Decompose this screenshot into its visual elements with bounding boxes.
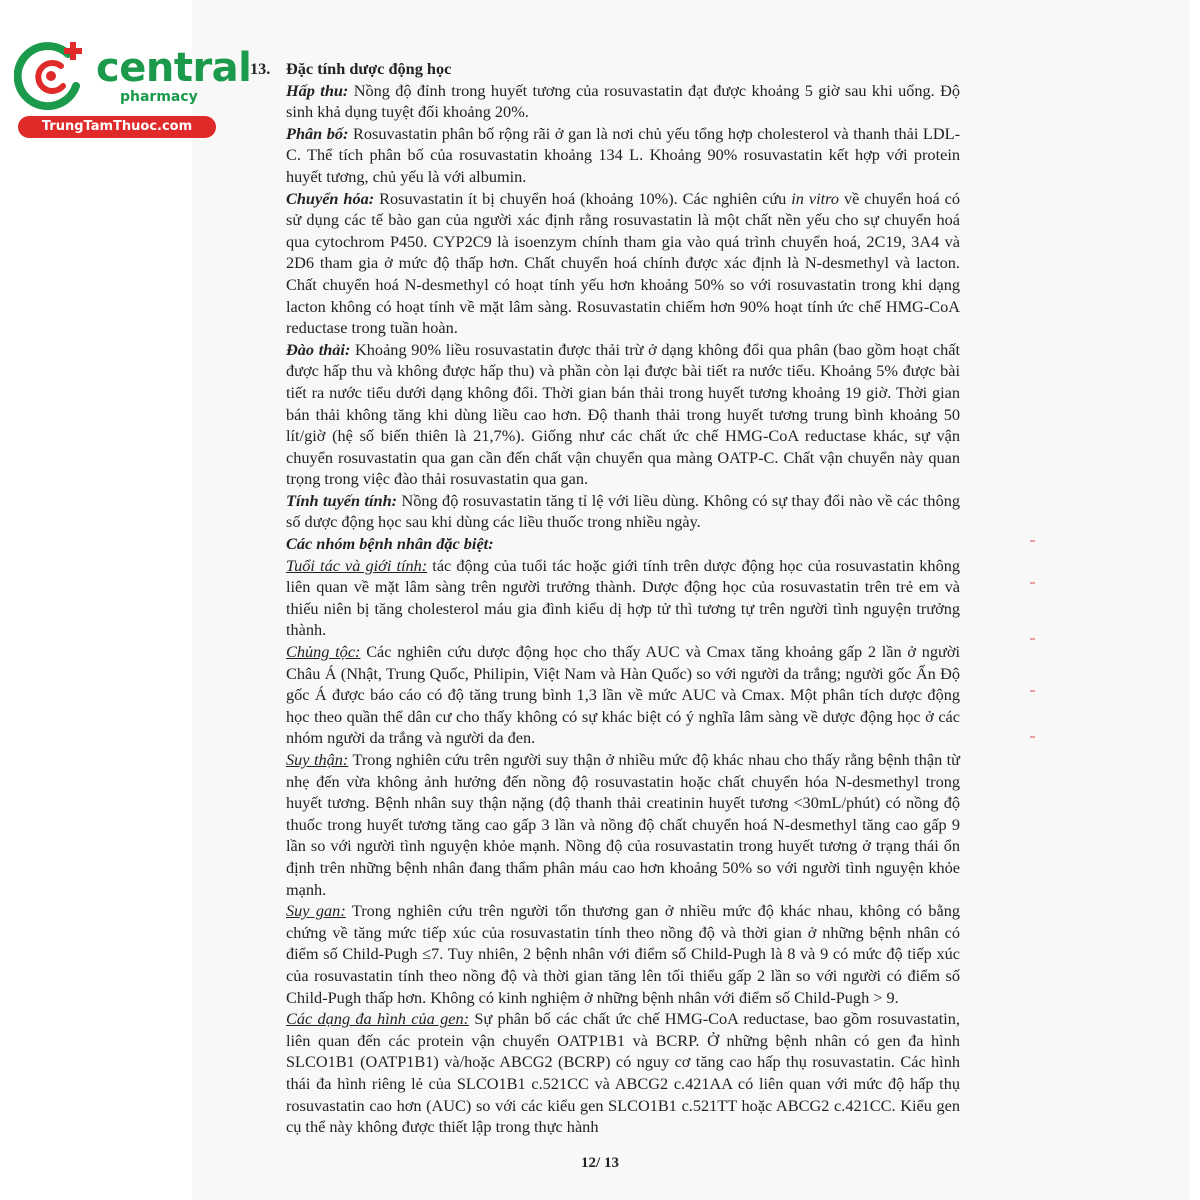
- paragraph-genetic: [250, 1008, 960, 1138]
- text-hepatic: Trong nghiên cứu trên người tổn thương gan ở nhiều mức độ khác nhau, không có bằng chứng về tăng mức tiếp xúc của rosuvastatin tính theo nồng độ và thời gian ở những bệnh nhân có điểm số Child-Pugh ≤7. Tuy nhiên, 2 bệnh nhân với điểm số Child-Pugh là 8 và 9 có mức độ tiếp xúc của rosuvastatin tính theo nồng độ và thời gian tăng lên tối thiểu gấp 2 lần so với người có điểm số Child-Pugh thấp hơn. Không có kinh nghiệm ở những bệnh nhân với điểm số Child-Pugh > 9.: [286, 901, 961, 1007]
- paragraph-metabolism: [250, 188, 960, 339]
- text-renal: Trong nghiên cứu trên người suy thận ở nhiều mức độ khác nhau cho thấy rằng bệnh thận từ nhẹ đến vừa không ảnh hưởng đến nồng độ rosuvastatin hoặc chất chuyển hóa N-desmethyl trong huyết tương. Bệnh nhân suy thận nặng (độ thanh thải creatinin huyết tương <30mL/phút) có nồng độ thuốc trong huyết tương tăng cao gấp 3 lần và nồng độ chất chuyển hoá N-desmethyl tăng cao gấp 9 lần so với người tình nguyện khỏe mạnh. Nồng độ của rosuvastatin trong huyết tương ở trạng thái ổn định trên những bệnh nhân đang thẩm phân máu cao hơn khoảng 50% so với người tình nguyện khỏe mạnh.: [286, 750, 960, 899]
- text-linearity: Nồng độ rosuvastatin tăng tỉ lệ với liều dùng. Không có sự thay đổi nào về các thông số dược động học sau khi dùng các liều thuốc trong nhiều ngày.: [286, 490, 960, 532]
- document-body: [250, 58, 960, 1138]
- paragraph-hepatic: [250, 900, 960, 1008]
- label-renal: Suy thận:: [286, 750, 349, 769]
- label-hepatic: Suy gan:: [286, 901, 346, 921]
- paragraph-renal: [250, 749, 960, 900]
- section-heading: [250, 58, 960, 80]
- text-race: Các nghiên cứu dược động học cho thấy AUC và Cmax tăng khoảng gấp 2 lần ở người Châu Á (Nhật, Trung Quốc, Philipin, Việt Nam và Hàn Quốc) so với người da trắng; người gốc Ấn Độ gốc Á được báo cáo có độ tăng trung bình 1,3 lần về mức AUC và Cmax. Một phân tích dược động học theo quần thể dân cư cho thấy không có sự khác biệt có ý nghĩa lâm sàng về dược động học ở các nhóm người da trắng và người da đen.: [286, 642, 960, 748]
- label-race: Chủng tộc:: [286, 642, 361, 662]
- paragraph-distribution: [250, 123, 960, 188]
- brand-subtitle: pharmacy: [120, 89, 198, 105]
- paragraph-linearity: [250, 490, 960, 533]
- label-absorption: Hấp thu:: [286, 80, 349, 100]
- paragraph-absorption: [250, 80, 960, 123]
- text-age-gender: tác động của tuổi tác hoặc giới tính trên dược động học của rosuvastatin không liên quan về mặt lâm sàng trên người trưởng thành. Dược động học của rosuvastatin trên trẻ em và thiếu niên bị tăng cholesterol máu gia đình kiểu dị hợp tử thì tương tự trên người tình nguyện trưởng thành.: [286, 555, 960, 640]
- text-metabolism-1: Rosuvastatin ít bị chuyển hoá (khoảng 10%). Các nghiên cứu: [374, 188, 792, 208]
- section-number: 13.: [250, 59, 271, 78]
- special-populations-heading: Các nhóm bệnh nhân đặc biệt:: [286, 534, 494, 554]
- label-distribution: Phân bố:: [286, 123, 349, 143]
- label-linearity: Tính tuyến tính:: [286, 490, 398, 510]
- text-metabolism-italic: in vitro: [791, 188, 840, 208]
- label-metabolism: Chuyển hóa:: [286, 188, 375, 208]
- margin-marks: [1030, 540, 1036, 740]
- central-pharmacy-logo-icon: [14, 40, 88, 114]
- brand-logo: [8, 36, 252, 146]
- paragraph-age-gender: [250, 555, 960, 641]
- label-elimination: Đào thải:: [286, 339, 351, 359]
- paragraph-elimination: [250, 339, 960, 490]
- text-genetic: Sự phân bố các chất ức chế HMG-CoA reductase, bao gồm rosuvastatin, liên quan đến các protein vận chuyển OATP1B1 và BCRP. Ở những bệnh nhân có gen đa hình SLCO1B1 (OATP1B1) và/hoặc ABCG2 (BCRP) có nguy cơ tăng cao hấp thụ rosuvastatin. Các hình thái đa hình riêng lẻ của SLCO1B1 c.521CC và ABCG2 c.421AA có liên quan với mức độ hấp thụ rosuvastatin cao hơn (AUC) so với các kiểu gen SLCO1B1 c.521TT hoặc ABCG2 c.421CC. Kiểu gen cụ thể này không được thiết lập trong thực hành: [286, 1009, 961, 1137]
- page-number: 12/ 13: [581, 1155, 619, 1171]
- brand-website: TrungTamThuoc.com: [18, 116, 216, 138]
- text-metabolism-2: về chuyển hoá có sử dụng các tế bào gan của người xác định rằng rosuvastatin là một chất nền yếu cho sự chuyển hoá qua cytochrom P450. CYP2C9 là isoenzym chính tham gia vào quá trình chuyển hoá, 2C19, 3A4 và 2D6 tham gia ở mức độ thấp hơn. Chất chuyển hoá chính được xác định là N-desmethyl và lacton. Chất chuyển hoá N-desmethyl có hoạt tính yếu hơn khoảng 50% so với rosuvastatin trong khi dạng lacton không có hoạt tính về mặt lâm sàng. Rosuvastatin chiếm hơn 90% hoạt tính ức chế HMG-CoA reductase trong tuần hoàn.: [286, 188, 960, 338]
- text-absorption: Nồng độ đỉnh trong huyết tương của rosuvastatin đạt được khoảng 5 giờ sau khi uống. Độ sinh khả dụng tuyệt đối khoảng 20%.: [286, 80, 960, 122]
- label-age-gender: Tuổi tác và giới tính:: [286, 555, 428, 575]
- paragraph-race: [250, 641, 960, 749]
- text-elimination: Khoảng 90% liều rosuvastatin được thải trừ ở dạng không đổi qua phân (bao gồm hoạt chất được hấp thu và không được hấp thu) và phần còn lại được bài tiết ra nước tiểu. Khoảng 5% được bài tiết ra nước tiểu dưới dạng không đổi. Thời gian bán thải trong huyết tương khoảng 19 giờ. Thời gian bán thải không tăng khi dùng liều cao hơn. Độ thanh thải trong huyết tương trung bình khoảng 50 lít/giờ (hệ số biến thiên là 21,7%). Giống như các chất ức chế HMG-CoA reductase khác, sự vận chuyển rosuvastatin qua gan cần đến chất vận chuyển qua màng OATP-C. Chất vận chuyển này quan trọng trong việc đào thải rosuvastatin qua gan.: [286, 339, 961, 489]
- label-genetic: Các dạng đa hình của gen:: [286, 1009, 470, 1029]
- text-distribution: Rosuvastatin phân bố rộng rãi ở gan là nơi chủ yếu tổng hợp cholesterol và thanh thải LDL-C. Thể tích phân bố của rosuvastatin khoảng 134 L. Khoảng 90% rosuvastatin kết hợp với protein huyết tương, chủ yếu là với albumin.: [286, 123, 960, 186]
- brand-name: central: [96, 45, 252, 91]
- section-title: Đặc tính dược động học: [286, 59, 452, 78]
